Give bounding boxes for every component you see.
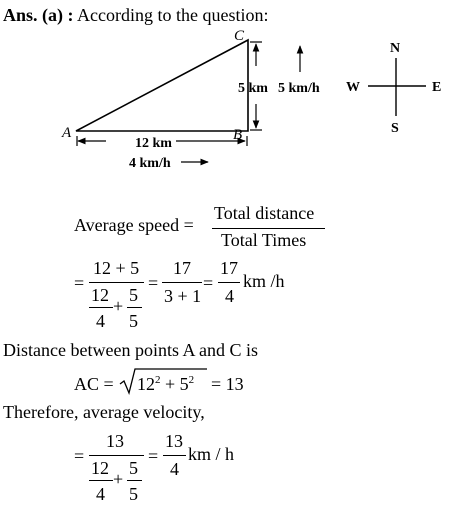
distance-radicand bbox=[137, 374, 194, 395]
distance-result: = 13 bbox=[211, 374, 244, 394]
velocity-den-a-den: 4 bbox=[96, 484, 105, 504]
velocity-unit: km / h bbox=[188, 444, 235, 464]
calc1-main-bar bbox=[89, 282, 144, 283]
velocity-den-a-num: 12 bbox=[91, 458, 109, 478]
compass-west: W bbox=[346, 80, 360, 95]
triangle-shape bbox=[76, 40, 248, 131]
velocity-den-b-num: 5 bbox=[129, 458, 138, 478]
exponent-2: 2 bbox=[188, 374, 195, 386]
calc1-den-b-bar bbox=[127, 307, 142, 308]
calc1-equals-3: = bbox=[203, 273, 214, 293]
formula-numerator: Total distance bbox=[214, 203, 315, 223]
velocity-den-b-bar bbox=[127, 480, 142, 481]
vertex-a-label: A bbox=[62, 125, 72, 141]
velocity-equals-2: = bbox=[148, 446, 159, 466]
velocity-den-a-bar bbox=[89, 480, 113, 481]
compass-north: N bbox=[390, 41, 401, 56]
base-speed-label: 4 km/h bbox=[129, 156, 171, 171]
distance-lhs: AC = bbox=[74, 374, 114, 394]
avg-speed-label: Average speed = bbox=[74, 215, 194, 235]
velocity-main-bar bbox=[89, 455, 144, 456]
velocity-numerator: 13 bbox=[106, 431, 124, 451]
vertex-b-label: B bbox=[233, 127, 243, 143]
radicand-12: 12 bbox=[137, 374, 155, 394]
compass-south: S bbox=[391, 121, 399, 136]
answer-label: Ans. (a) : bbox=[3, 5, 74, 25]
calc1-den-b-num: 5 bbox=[129, 285, 138, 305]
exponent-1: 2 bbox=[155, 374, 161, 386]
height-speed-label: 5 km/h bbox=[278, 81, 320, 96]
compass-east: E bbox=[432, 80, 442, 95]
calc1-mid-num: 17 bbox=[173, 258, 191, 278]
calc1-equals-2: = bbox=[148, 273, 159, 293]
calc1-result-num: 17 bbox=[220, 258, 238, 278]
calc1-unit: km /h bbox=[243, 271, 285, 291]
radicand-plus-5: + 5 bbox=[160, 374, 189, 394]
formula-denominator: Total Times bbox=[221, 230, 307, 250]
velocity-plus: + bbox=[113, 469, 124, 489]
calc1-den-a-den: 4 bbox=[96, 311, 105, 331]
velocity-result-bar bbox=[163, 455, 186, 456]
calc1-mid-den: 3 + 1 bbox=[164, 286, 202, 306]
velocity-equals: = bbox=[74, 446, 85, 466]
calc1-plus: + bbox=[113, 296, 124, 316]
height-distance-label: 5 km bbox=[238, 81, 268, 96]
calc1-equals: = bbox=[74, 273, 85, 293]
calc1-result-den: 4 bbox=[225, 286, 234, 306]
calc1-den-b-den: 5 bbox=[129, 311, 138, 331]
intro-text: According to the question: bbox=[77, 5, 269, 25]
calc1-numerator: 12 + 5 bbox=[93, 258, 140, 278]
calc1-den-a-num: 12 bbox=[91, 285, 109, 305]
calc1-den-a-bar bbox=[89, 307, 113, 308]
calc1-result-bar bbox=[218, 282, 240, 283]
triangle-diagram bbox=[0, 0, 462, 190]
velocity-result-den: 4 bbox=[170, 459, 179, 479]
calc1-mid-bar bbox=[162, 282, 202, 283]
velocity-statement: Therefore, average velocity, bbox=[3, 402, 205, 422]
velocity-result-num: 13 bbox=[165, 431, 183, 451]
vertex-c-label: C bbox=[234, 28, 245, 44]
velocity-den-b-den: 5 bbox=[129, 484, 138, 504]
base-distance-label: 12 km bbox=[135, 136, 172, 151]
distance-statement: Distance between points A and C is bbox=[3, 340, 258, 360]
